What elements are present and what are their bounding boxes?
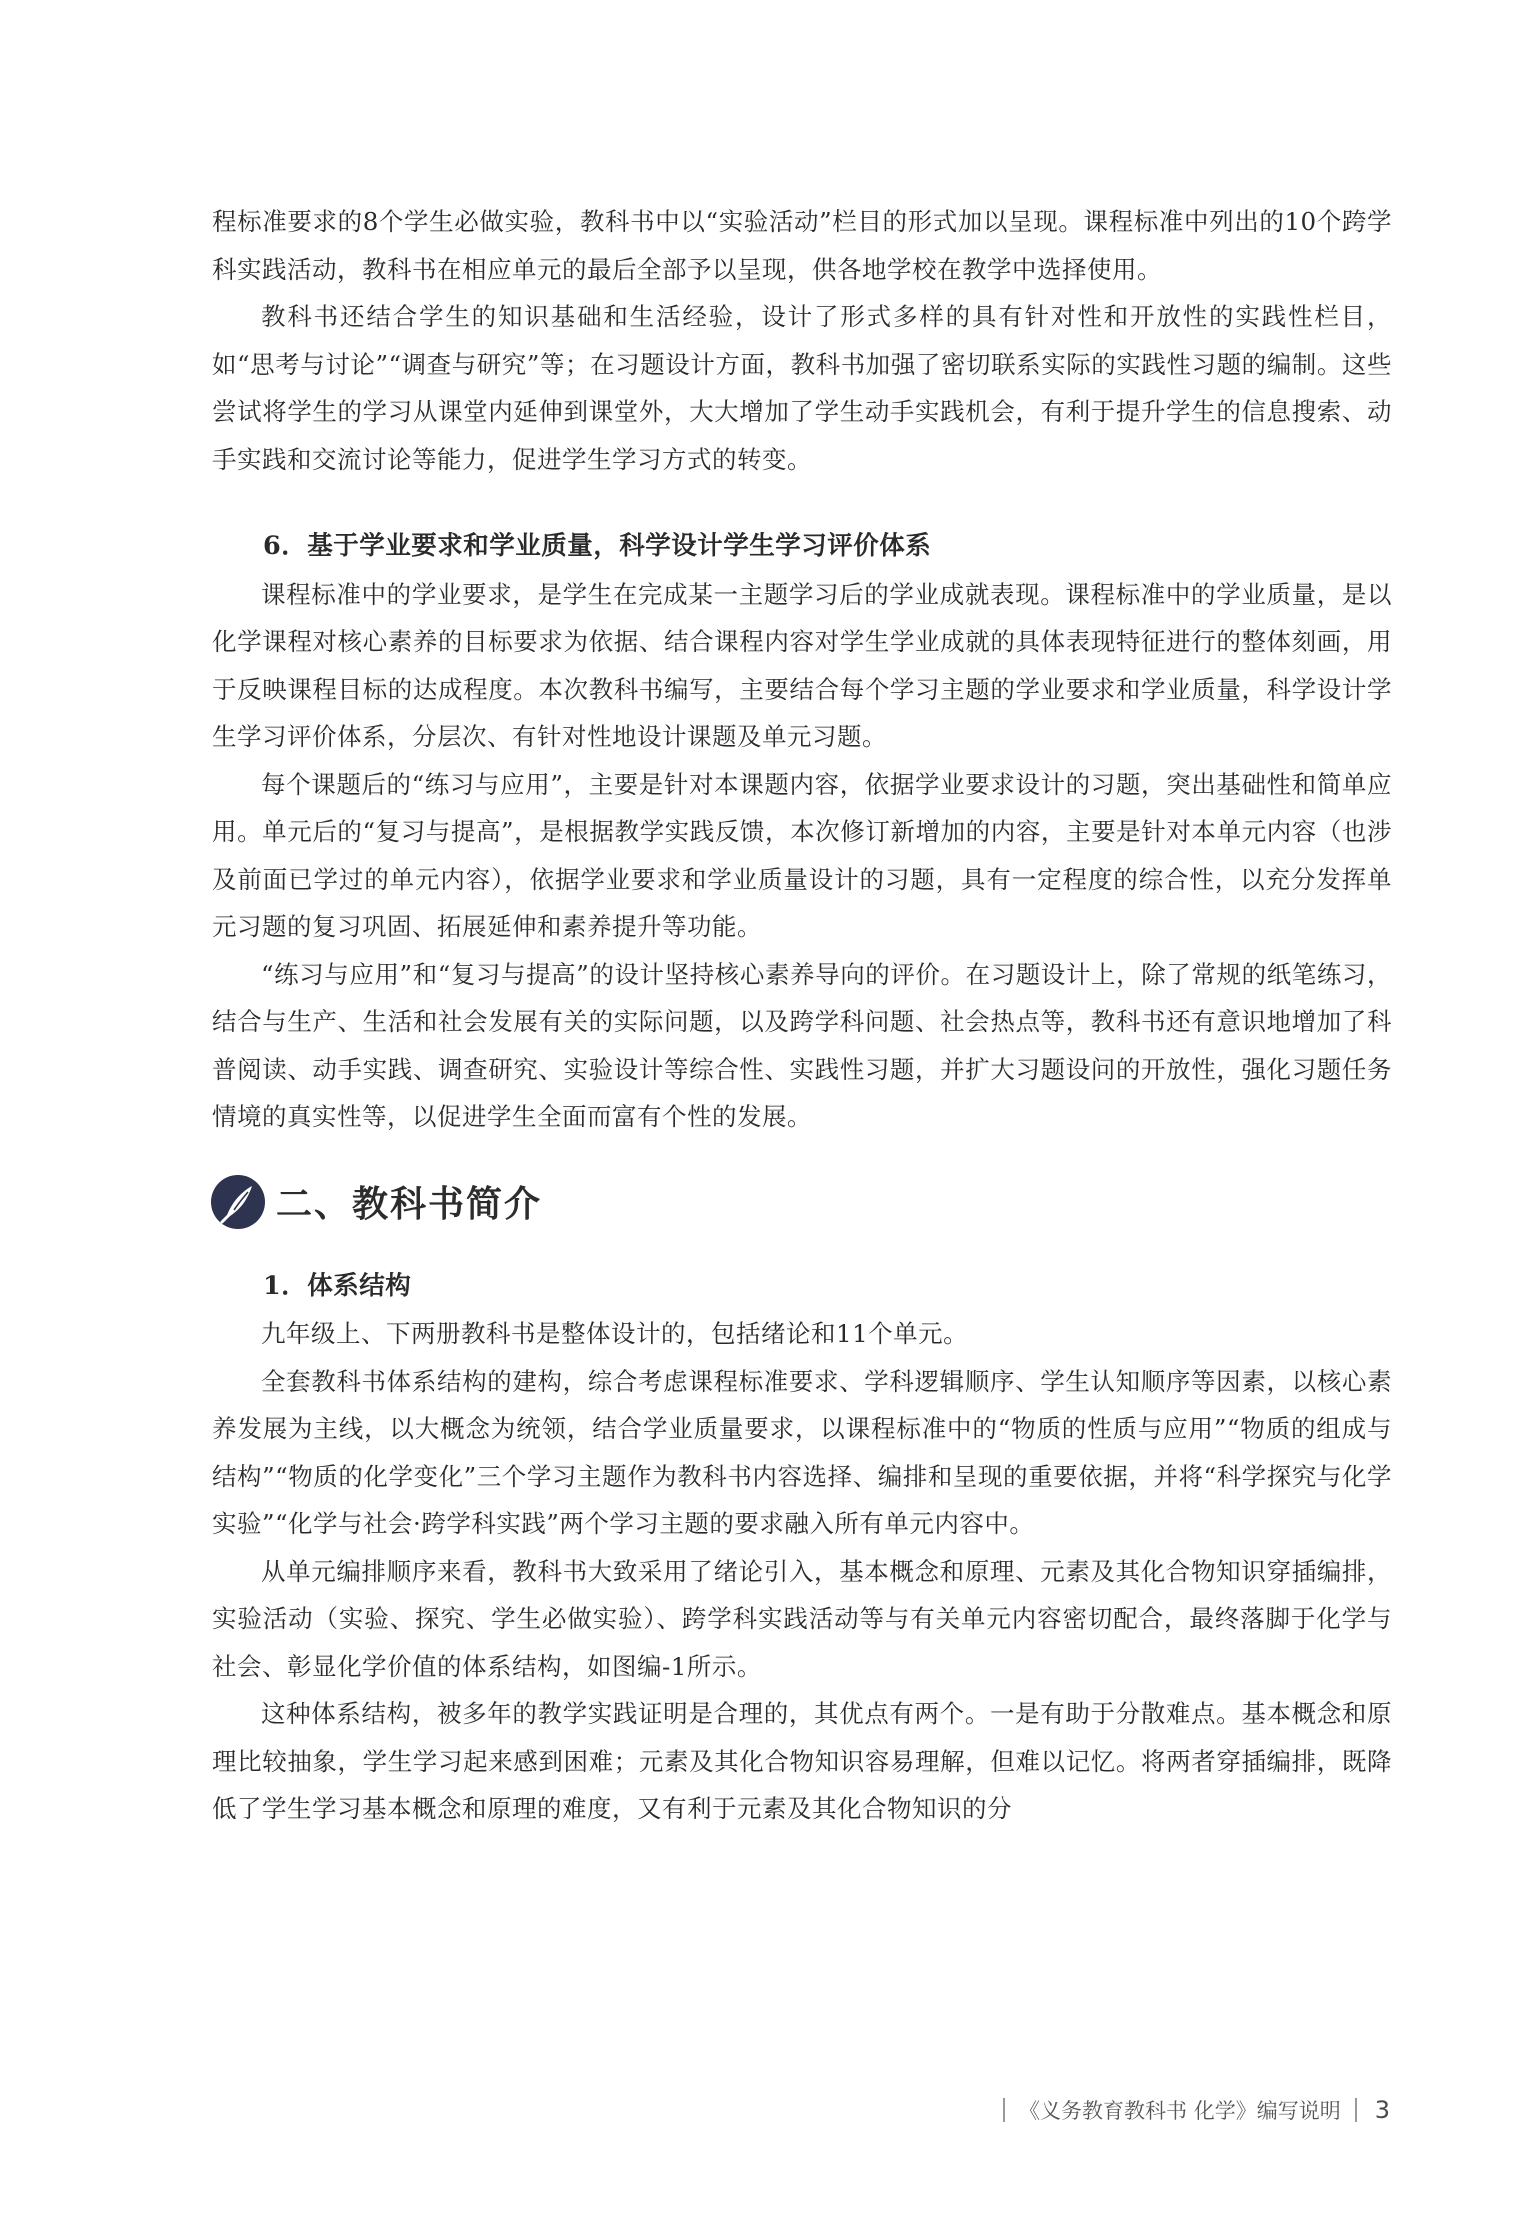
body-paragraph: 这种体系结构，被多年的教学实践证明是合理的，其优点有两个。一是有助于分散难点。基本概念和原理比较抽象，学生学习起来感到困难；元素及其化合物知识容易理解，但难以记忆。将两者穿插编排，既降低了学生学习基本概念和原理的难度，又有利于元素及其化合物知识的分 — [212, 1699, 1392, 1823]
body-paragraph: 程标准要求的8个学生必做实验，教科书中以“实验活动”栏目的形式加以呈现。课程标准中列出的10个跨学科实践活动，教科书在相应单元的最后全部予以呈现，供各地学校在教学中选择使用。 — [212, 207, 1392, 284]
subsection-1-heading: 1．体系结构 — [263, 1270, 412, 1301]
body-paragraph: 课程标准中的学业要求，是学生在完成某一主题学习后的学业成就表现。课程标准中的学业质量，是以化学课程对核心素养的目标要求为依据、结合课程内容对学生学业成就的具体表现特征进行的整体刻画，用于反映课程目标的达成程度。本次教科书编写，主要结合每个学习主题的学业要求和学业质量，科学设计学生学习评价体系，分层次、有针对性地设计课题及单元习题。 — [212, 579, 1392, 751]
footer-divider — [1003, 2098, 1005, 2122]
footer-divider — [1355, 2098, 1357, 2122]
spacer — [212, 1237, 1392, 1263]
page-footer — [989, 2095, 1390, 2125]
body-paragraph: “练习与应用”和“复习与提高”的设计坚持核心素养导向的评价。在习题设计上，除了常规的纸笔练习，结合与生产、生活和社会发展有关的实际问题，以及跨学科问题、社会热点等，教科书还有意识地增加了科普阅读、动手实践、调查研究、实验设计等综合性、实践性习题，并扩大习题设问的开放性，强化习题任务情境的真实性等，以促进学生全面而富有个性的发展。 — [212, 959, 1392, 1131]
body-paragraph: 每个课题后的“练习与应用”，主要是针对本课题内容，依据学业要求设计的习题，突出基础性和简单应用。单元后的“复习与提高”，是根据教学实践反馈，本次修订新增加的内容，主要是针对本单元内容（也涉及前面已学过的单元内容），依据学业要求和学业质量设计的习题，具有一定程度的综合性，以充分发挥单元习题的复习巩固、拓展延伸和素养提升等功能。 — [212, 769, 1392, 941]
section-2-heading — [208, 1167, 1392, 1237]
section-6-heading: 6．基于学业要求和学业质量，科学设计学生学习评价体系 — [263, 531, 932, 561]
page-number: 3 — [1374, 2096, 1390, 2124]
section-2-title: 二、教科书简介 — [276, 1184, 543, 1225]
spacer — [212, 1141, 1392, 1167]
body-paragraph: 教科书还结合学生的知识基础和生活经验，设计了形式多样的具有针对性和开放性的实践性栏目，如“思考与讨论”“调查与研究”等；在习题设计方面，教科书加强了密切联系实际的实践性习题的编制。这些尝试将学生的学习从课堂内延伸到课堂外，大大增加了学生动手实践机会，有利于提升学生的信息搜索、动手实践和交流讨论等能力，促进学生学习方式的转变。 — [212, 302, 1392, 474]
spacer — [212, 483, 1392, 523]
page-content — [212, 198, 1392, 1833]
body-paragraph: 全套教科书体系结构的建构，综合考虑课程标准要求、学科逻辑顺序、学生认知顺序等因素，以核心素养发展为主线，以大概念为统领，结合学业质量要求，以课程标准中的“物质的性质与应用”“物质的组成与结构”“物质的化学变化”三个学习主题作为教科书内容选择、编排和呈现的重要依据，并将“科学探究与化学实验”“化学与社会·跨学科实践”两个学习主题的要求融入所有单元内容中。 — [212, 1366, 1392, 1538]
body-paragraph: 九年级上、下两册教科书是整体设计的，包括绪论和11个单元。 — [261, 1319, 969, 1348]
body-paragraph: 从单元编排顺序来看，教科书大致采用了绪论引入，基本概念和原理、元素及其化合物知识穿插编排，实验活动（实验、探究、学生必做实验）、跨学科实践活动等与有关单元内容密切配合，最终落脚于化学与社会、彰显化学价值的体系结构，如图编-1所示。 — [212, 1556, 1392, 1681]
quill-badge-icon — [208, 1172, 268, 1232]
footer-book-title: 《义务教育教科书 化学》编写说明 — [1019, 2099, 1341, 2123]
